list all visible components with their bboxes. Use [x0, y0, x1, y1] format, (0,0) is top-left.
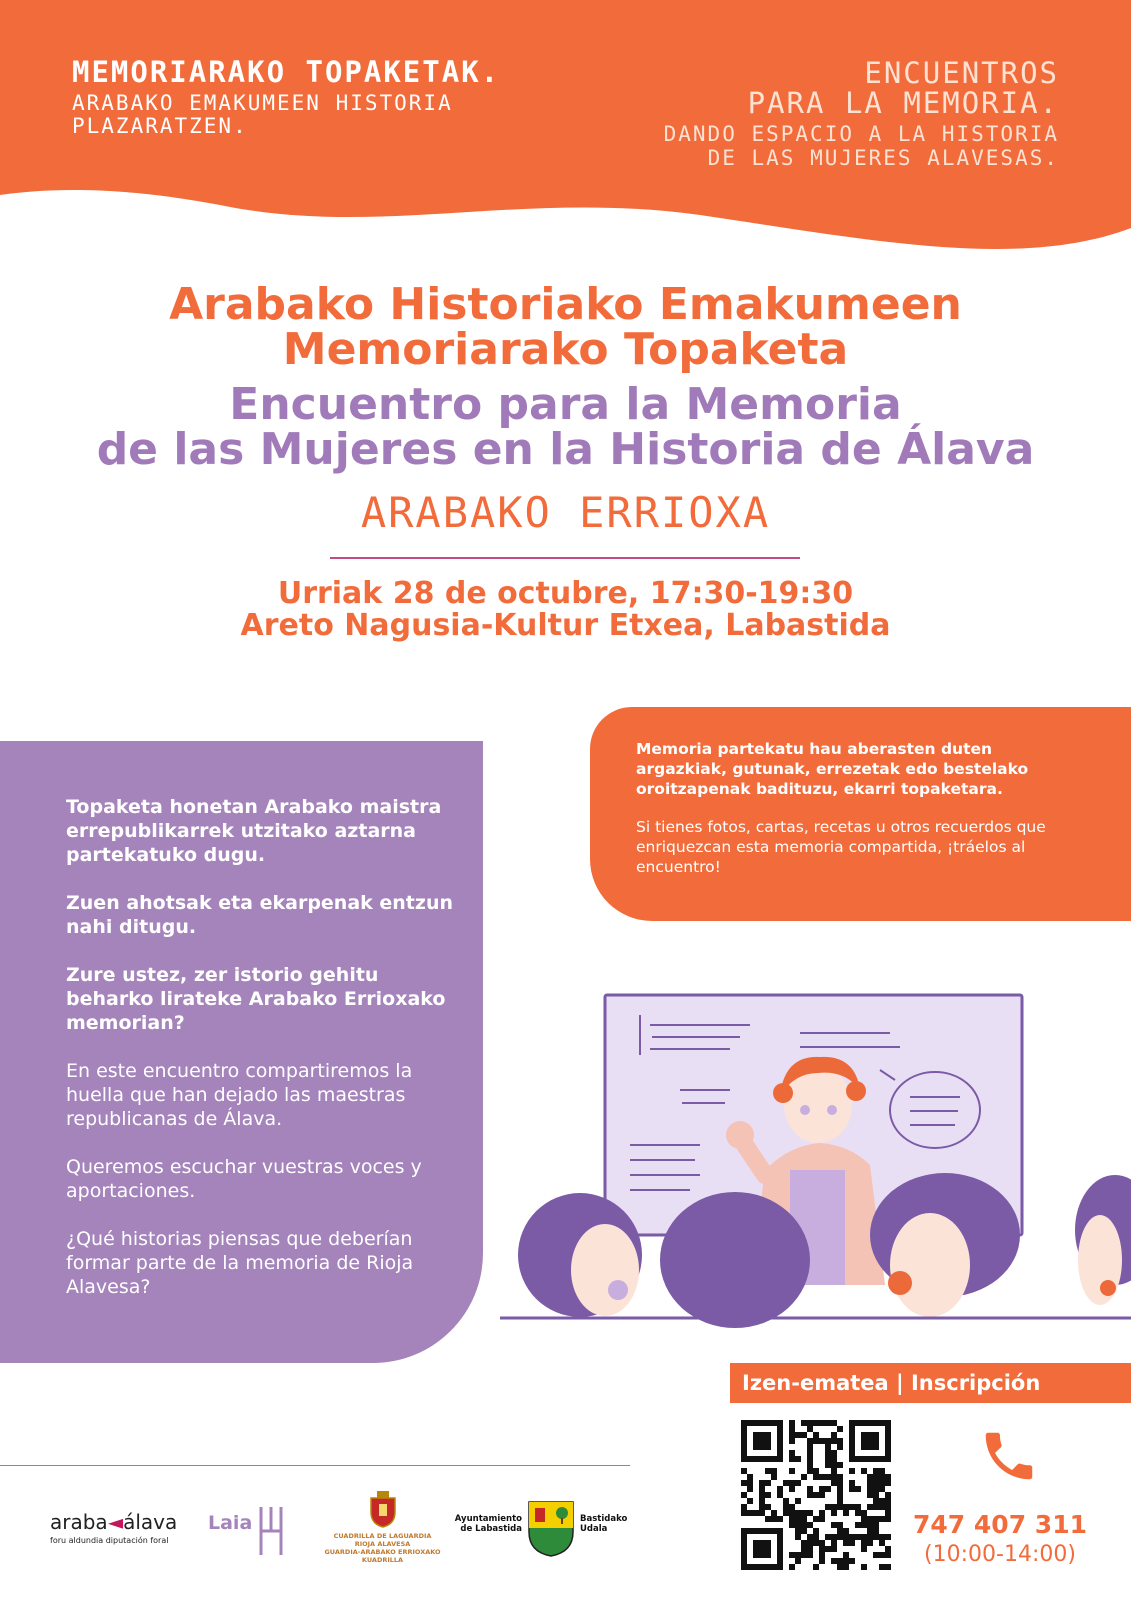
header-basque-line3: PLAZARATZEN. [72, 114, 248, 138]
ayto-left-text [450, 1514, 522, 1534]
callout-spanish: Si tienes fotos, cartas, recetas u otros recuerdos que enriquezcan esta memoria compartida, ¡tráelos al encuentro! [636, 818, 1046, 876]
registration-label: Izen-ematea | Inscripción [730, 1363, 1131, 1403]
phone-hours: (10:00-14:00) [924, 1542, 1076, 1567]
info-spanish-paragraph-3: ¿Qué historias piensas que deberían formar parte de la memoria de Rioja Alavesa? [66, 1228, 414, 1298]
event-venue: Areto Nagusia-Kultur Etxea, Labastida [240, 608, 891, 643]
araba-logo-wordmark [50, 1510, 177, 1534]
title-divider [330, 557, 800, 559]
ayto-right-line-1: Bastidako [580, 1514, 628, 1524]
laia-chair-icon [257, 1505, 285, 1557]
callout-basque: Memoria partekatu hau aberasten duten argazkiak, gutunak, errezetak edo bestelako oroitzapenak badituzu, ekarri topaketara. [636, 740, 1029, 798]
labastida-shield-icon [527, 1500, 575, 1558]
araba-logo-subtitle: foru aldundia diputación foral [50, 1536, 169, 1545]
purple-info-box [0, 741, 483, 1363]
phone-icon [978, 1425, 1040, 1487]
araba-logo-mark: ◄ [107, 1510, 124, 1534]
info-basque-paragraph-2: Zuen ahotsak eta ekarpenak entzun nahi ditugu. [66, 892, 454, 938]
cuadrilla-line-1: CUADRILLA DE LAGUARDIA [333, 1532, 432, 1540]
ayto-left-line-2: de Labastida [460, 1524, 522, 1534]
cuadrilla-line-4: KUADRILLA [361, 1556, 404, 1564]
laia-logo-word: Laia [208, 1512, 253, 1534]
event-details [0, 578, 1131, 642]
header-basque-line1: MEMORIARAKO TOPAKETAK. [72, 55, 501, 89]
info-basque-paragraph-1: Topaketa honetan Arabako maistra errepublikarrek utzitako aztarna partekatuko dugu. [66, 796, 442, 866]
header-basque-line2: ARABAKO EMAKUMEEN HISTORIA [72, 91, 453, 115]
phone-number[interactable]: 747 407 311 [913, 1510, 1087, 1539]
cuadrilla-shield-icon [368, 1490, 398, 1528]
header-spanish-line4: DE LAS MUJERES ALAVESAS. [707, 145, 1059, 170]
title-basque-line2: Memoriarako Topaketa [282, 324, 849, 375]
ayto-left-line-1: Ayuntamiento [454, 1514, 522, 1524]
purple-info-text [66, 795, 466, 1323]
info-spanish-paragraph-1: En este encuentro compartiremos la huella que han dejado las maestras republicanas de Álava. [66, 1060, 413, 1130]
logo-araba-alava [50, 1510, 177, 1545]
orange-callout-text [636, 739, 1076, 877]
orange-callout-box [590, 707, 1131, 921]
qr-code[interactable] [741, 1420, 891, 1570]
araba-logo-word-1: araba [50, 1510, 108, 1534]
cuadrilla-line-3: GUARDIA-ARABAKO ERRIOXAKO [324, 1548, 441, 1556]
cuadrilla-line-2: RIOJA ALAVESA [354, 1540, 411, 1548]
title-spanish-line2: de las Mujeres en la Historia de Álava [96, 424, 1035, 475]
header-spanish-line1: ENCUENTROS [864, 56, 1059, 90]
logo-laia [208, 1505, 285, 1557]
ayto-right-line-2: Udala [580, 1524, 608, 1534]
header-basque-text [72, 55, 501, 138]
ayto-right-text [580, 1514, 640, 1534]
title-spanish-line1: Encuentro para la Memoria [229, 379, 902, 430]
title-basque [0, 279, 1131, 375]
classroom-illustration [500, 985, 1131, 1335]
info-basque-paragraph-3: Zure ustez, zer istorio gehitu beharko lirateke Arabako Errioxako memorian? [66, 964, 446, 1034]
info-spanish-paragraph-2: Queremos escuchar vuestras voces y aportaciones. [66, 1156, 422, 1202]
header-spanish-line3: DANDO ESPACIO A LA HISTORIA [663, 121, 1059, 146]
event-date-time: Urriak 28 de octubre, 17:30-19:30 [277, 576, 854, 611]
title-basque-line1: Arabako Historiako Emakumeen [169, 279, 962, 330]
header-spanish-text [664, 58, 1059, 169]
araba-logo-word-2: álava [123, 1510, 178, 1534]
title-spanish [0, 379, 1131, 475]
location-name: ARABAKO ERRIOXA [360, 488, 771, 537]
logo-cuadrilla-laguardia [320, 1490, 445, 1564]
footer-divider [0, 1465, 630, 1466]
header-spanish-line2: PARA LA MEMORIA. [747, 86, 1059, 121]
